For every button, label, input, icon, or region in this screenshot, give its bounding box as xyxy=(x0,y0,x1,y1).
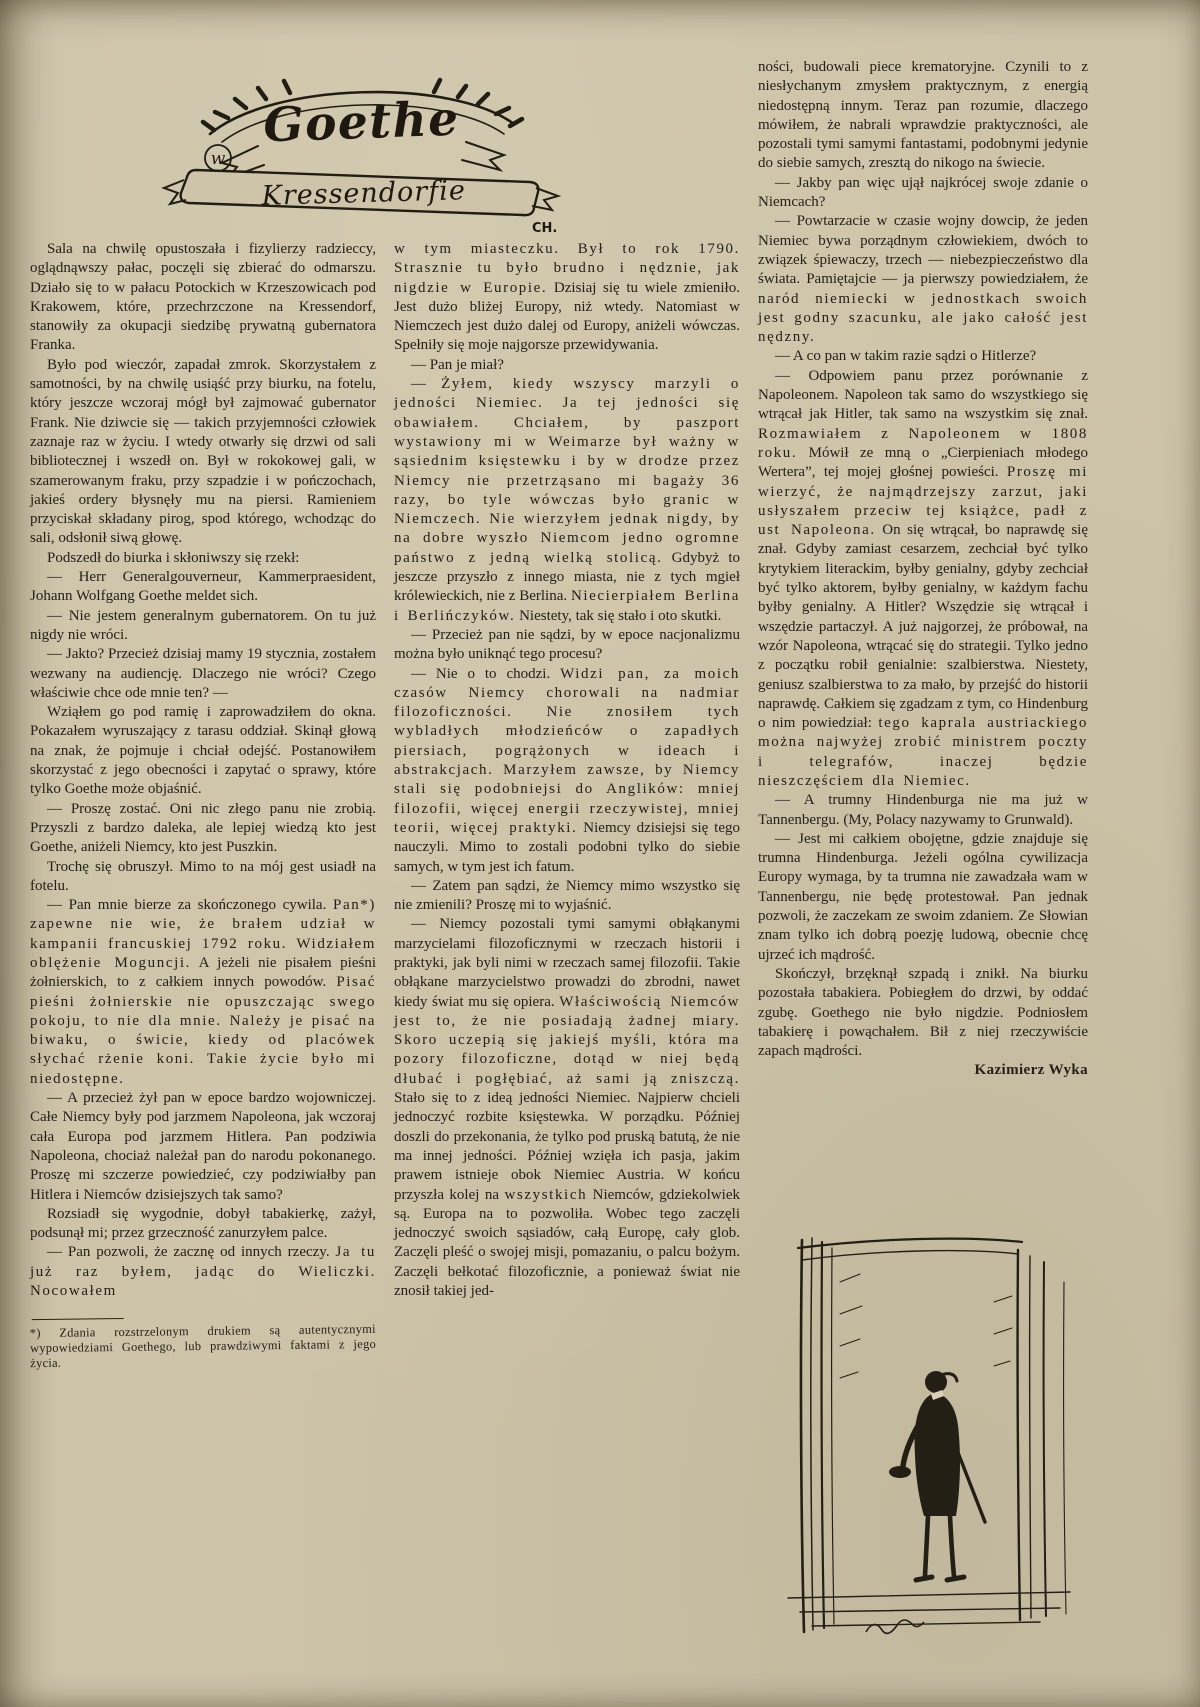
paragraph: Sala na chwilę opustoszała i fizylierzy radzieccy, oglądnąwszy pałac, poczęli się zbierać do odmarszu. Działo się to w pałacu Potockich w Krzeszowicach pod Krakowem, które, przechrzczone na Kressendorf, stanowiły za okupacji siedzibę prywatną gubernatora Franka. xyxy=(30,241,376,354)
paragraph: — Jakto? Przecież dzisiaj mamy 19 stycznia, zostałem wezwany na audiencję. Dlaczego nie wróci? Czego właściwie chce ode mnie ten? — xyxy=(30,646,376,701)
paragraph: — A trumny Hindenburga nie ma już w Tannenbergu. (My, Polacy nazywamy to Grunwald). xyxy=(758,792,1088,828)
column-middle xyxy=(394,240,740,1301)
goethe-doorway-illustration xyxy=(768,1222,1090,1652)
paragraph: — Proszę zostać. Oni nic złego panu nie zrobią. Przyszli z bardzo daleka, ale lepiej wiedzą kto jest Goethe, aniżeli Niemcy, kto jest Puszkin. xyxy=(30,800,376,856)
paragraph: — Pan mnie bierze za skończonego cywila. Pan*) zapewne nie wie, że brałem udział w kampanii francuskiej 1792 roku. Widziałem oblężenie Moguncji. A jeżeli nie pisałem pieśni żołnierskich, to z całkiem innych powodów. Pisać pieśni żołnierskie nie opuszczając swego pokoju, to nie dla mnie. Należy je pisać na biwaku, o świcie, kiedy od placówek słychać rżenie koni. Takie życie było mi niedostępne. xyxy=(30,897,376,1087)
artist-signature: CH. xyxy=(532,221,558,236)
paragraph: — Żyłem, kiedy wszyscy marzyli o jedności Niemiec. Ja tej jedności się obawiałem. Chciałem, by paszport wystawiony mi w Weimarze był ważny w sąsiednim księstewku i by w drodze przez Niemcy nie przetrząsano mi bagaży 36 razy, bo tyle wówczas było granic w Niemczech. Nie wierzyłem jednak nigdy, by na dobre wyszło Niemcom jedno ogromne państwo z jedną wielką stolicą. Gdybyż to jeszcze przyszło z innego miasta, nie z tych mgieł królewieckich, nie z Berlina. Niecierpiałem Berlina i Berlińczyków. Niestety, tak się stało i oto skutki. xyxy=(394,376,740,624)
paragraph: — Niemcy pozostali tymi samymi obłąkanymi marzycielami filozoficznymi w rzeczach historii i praktyki, jak byli nimi w rzeczach samej filozofii. Takie obłąkane marzycielstwo prowadzi do zbrodni, nawet kiedy świat mu się opiera. Właściwością Niemców jest to, że nie posiadają żadnej miary. Skoro uczepią się jakiejś myśli, która ma pozory filozoficzne, dotąd w niej będą dłubać i pogłębiać, aż sami ją zniszczą. Stało się to z ideą jedności Niemiec. Najpierw chcieli jednoczyć rozbite księstewka. W porządku. Później doszli do przekonania, że tylko pod pruską batutą, że nie ma innej jedności. Później wzięła ich pasja, jakim prawem istnieje obok Niemiec Austria. W końcu przyszła kolej na wszystkich Niemców, gdziekolwiek są. Europa na to pozwoliła. Wobec tego zaczęli jednoczyć swoich sąsiadów, całą Europę, cały glob. Zaczęli pleść o swojej misji, pomazaniu, o palcu bożym. Zaczęli bełkotać filozoficznie, a ponieważ świat nie znosił takiej jed- xyxy=(394,916,741,1300)
goethe-figure xyxy=(889,1371,985,1580)
article-title-w: w xyxy=(210,149,226,169)
paragraph: Wziąłem go pod ramię i zaprowadziłem do okna. Pokazałem wyruszający z tarasu oddział. Skinął głową na znak, że pojmuje i chciał odejść. Postanowiłem skorzystać z jego obecności i zapytać o sprawy, które tylko Goethe może objaśnić. xyxy=(30,704,376,798)
title-ribbon xyxy=(164,145,558,215)
paragraph: Było pod wieczór, zapadał zmrok. Skorzystałem z samotności, by na chwilę usiąść przy biurku, na fotelu, który jeszcze wczoraj mógł był zajmować gubernator Frank. Nie dziwcie się — takich przyjemności człowiek zaznaje raz w życiu. I wtedy otwarły się drzwi od sali bibliotecznej i wszedł on. Był w rokokowej gali, w szamerowanym fraku, przy szpadzie i w pończochach, jakieś ordery błysnęły mu na piersi. Ramieniem przyciskał składany pirog, spod którego, wchodząc do sali, odsłonił siwą głowę. xyxy=(30,356,376,547)
footnote xyxy=(30,1315,377,1372)
paragraph: — Herr Generalgouverneur, Kammerpraesident, Johann Wolfgang Goethe meldet sich. xyxy=(30,569,376,605)
paragraph: — Nie jestem generalnym gubernatorem. On tu już nigdy nie wróci. xyxy=(30,607,376,643)
footnote-rule xyxy=(32,1318,124,1320)
paragraph: — Pan je miał? xyxy=(411,356,504,373)
article-title-main: Goethe xyxy=(262,91,461,154)
column-left-text xyxy=(30,240,376,1301)
paragraph: — A przecież żył pan w epoce bardzo wojowniczej. Całe Niemcy były pod jarzmem Napoleona, jak wczoraj cała Europa pod jarzmem Hitlera. Pan podziwia Napoleona, chociaż należał pan do narodu pokonanego. Proszę mi szczerze powiedzieć, czy podziwiałby pan Hitlera i Niemców dzisiejszych tak samo? xyxy=(30,1090,376,1203)
article-masthead xyxy=(160,48,570,238)
illustration-signature xyxy=(866,1620,924,1633)
column-right xyxy=(758,58,1088,1081)
paragraph: Skończył, brzęknął szpadą i znikł. Na biurku pozostała tabakiera. Pobiegłem do drzwi, by oddać zgubę. Goethego nie było nigdzie. Podniosłem tabakierę i powąchałem. Bił z niej rzeczywiście zapach mądrości. xyxy=(758,965,1088,1060)
byline: Kazimierz Wyka xyxy=(974,1062,1088,1079)
paragraph: ności, budowali piece krematoryjne. Czynili to z niesłychanym zmysłem praktycznym, z energią niedostępną innym. Teraz pan rozumie, dlaczego mówiłem, że nabrali wprawdzie praktyczności, ale pozostali tymi samymi fantastami, podobnymi jedynie do siebie samych, zresztą do nikogo na świecie. xyxy=(758,59,1088,172)
footnote-text: *) Zdania rozstrzelonym drukiem są autentycznymi wypowiedziami Goethego, lub prawdziwymi faktami z jego życia. xyxy=(29,1322,377,1371)
paragraph: w tym miasteczku. Był to rok 1790. Strasznie tu było brudno i nędznie, jak nigdzie w Europie. Dzisiaj się tu wiele zmieniło. Jest dużo bliżej Europy, niż wtedy. Natomiast w Niemczech jest dużo dalej od Europy, aniżeli wówczas. Spełniły się moje najgorsze przewidywania. xyxy=(394,241,740,354)
paragraph: — A co pan w takim razie sądzi o Hitlerze? xyxy=(775,348,1037,365)
paragraph: — Nie o to chodzi. Widzi pan, za moich czasów Niemcy chorowali na nadmiar filozoficzności. Nie znosiłem tych wybladłych młodzieńców o zapadłych piersiach, pogrążonych w ideach i abstrakcjach. Marzyłem zawsze, by Niemcy stali się podobniejsi do Anglików: mniej filozofii, więcej energii rzeczywistej, mniej teorii, więcej praktyki. Niemcy dzisiejsi się tego nauczyli. Mimo to zostali podobni tylko do siebie samych, w tym jest ich fatum. xyxy=(394,665,741,875)
article-title-kressendorfie: Kressendorfie xyxy=(261,175,467,212)
paragraph: — Powtarzacie w czasie wojny dowcip, że jeden Niemiec bywa porządnym człowiekiem, dwóch to związek śpiewaczy, trzech — niebezpieczeństwo dla świata. Pamiętajcie — ja pierwszy powiedziałem, że naród niemiecki w jednostkach swoich jest godny szacunku, ale jako całość jest nędzny. xyxy=(758,213,1088,346)
paragraph: Podszedł do biurka i skłoniwszy się rzekł: xyxy=(47,549,300,566)
paragraph: — Odpowiem panu przez porównanie z Napoleonem. Napoleon tak samo do wszystkiego się wtrącał jak Hitler, tak samo na wszystkim się znał. Rozmawiałem z Napoleonem w 1808 roku. Mówił ze mną o „Cierpieniach młodego Wertera”, tej mojej głośnej powieści. Proszę mi wierzyć, że najmądrzejszy zarzut, jaki usłyszałem przeciw tej książce, padł z ust Napoleona. On się wtrącał, bo naprawdę się znał. Gdyby zamiast cesarzem, zechciał być tylko krytykiem literackim, byłby genialny, gdyby zechciał być tylko aktorem, byłby genialny, w każdym fachu byłby genialny. A Hitler? Wszędzie się wtrącał i wszędzie partaczył. A już najgorzej, że próbował, na wzór Napoleona, wtrącać się do strategii. Tylko jedno z początku robił genialnie: szalbierstwa. Niestety, geniusz szalbierstwa to za mało, by przejść do historii naprawdę. Całkiem się zgadzam z tym, co Hindenburg o nim powiedział: tego kaprala austriackiego można najwyżej zrobić ministrem poczty i telegrafów, inaczej będzie nieszczęściem dla Niemiec. xyxy=(758,367,1088,789)
paragraph: — Jakby pan więc ujął najkrócej swoje zdanie o Niemcach? xyxy=(758,174,1088,211)
paragraph: — Przecież pan nie sądzi, by w epoce nacjonalizmu można było uniknąć tego procesu? xyxy=(394,626,740,663)
paragraph: — Jest mi całkiem obojętne, gdzie znajduje się trumna Hindenburga. Jeżeli ogólna cywilizacja Europy wymaga, by ta trumna nie zawadzała wam w Tannenbergu, nie będę protestował. Pan jednak pozwoli, że zaczekam ze swoim zdaniem. Ze Słowian znam tylko ich dobrą poezję ludową, obecnie chcę ujrzeć ich mądrość. xyxy=(758,830,1088,963)
masthead-artwork xyxy=(160,48,570,238)
paragraph: Rozsiadł się wygodnie, dobył tabakierkę, zażył, podsunął mi; przez grzeczność zanurzyłem palce. xyxy=(30,1205,376,1242)
paragraph: — Zatem pan sądzi, że Niemcy mimo wszystko się nie zmienili? Proszę mi to wyjaśnić. xyxy=(394,877,740,914)
paragraph: — Pan pozwoli, że zacznę od innych rzeczy. Ja tu już raz byłem, jadąc do Wieliczki. Nocowałem xyxy=(30,1244,376,1300)
column-left xyxy=(30,240,376,1370)
paragraph: Trochę się obruszył. Mimo to na mój gest usiadł na fotelu. xyxy=(30,858,376,894)
